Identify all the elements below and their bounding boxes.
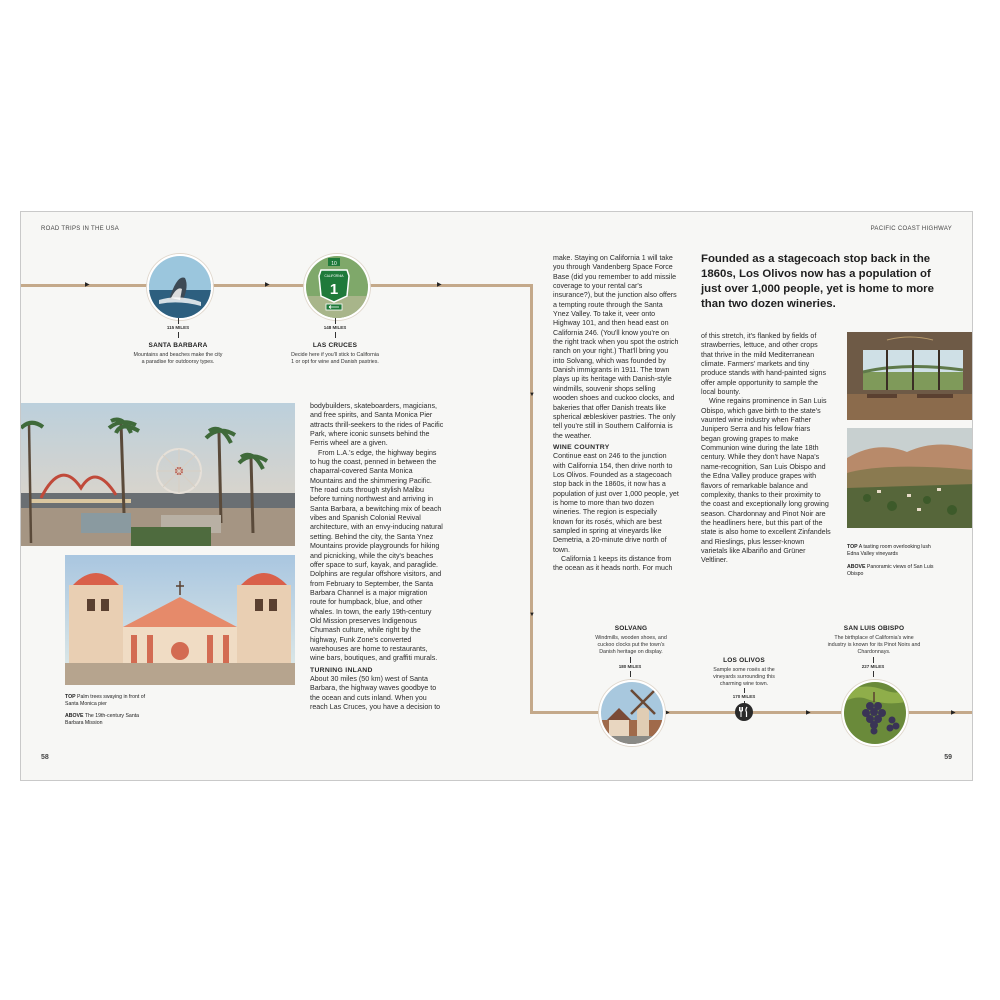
highway-sign-photo [304,254,370,320]
mile-tick [630,657,631,663]
body-column-1 [310,402,444,712]
subhead-wine-country: WINE COUNTRY [553,443,610,451]
whale-photo [147,254,213,320]
paragraph: of this stretch, it's flanked by fields of strawberries, lettuce, and other crops that thrive in the mild Mediterranean climate. Farmers' markets and tiny produce stands with hand-painted signs offer ample opportunity to sample the local bounty. [701,332,827,397]
running-header-left: ROAD TRIPS IN THE USA [41,226,120,232]
mile-tick [335,332,336,338]
route-arrow-icon: ▶ [437,282,442,288]
paragraph: Wine regains prominence in San Luis Obispo, which gave birth to the state's vaunted wine industry when Father Junipero Serra and his fellow friars began growing grapes to make Communion wine during the late 18th century. While they don't have Napa's name-recognition, San Luis Obispo and the Edna Valley produce grapes with flavors of remarkable balance and complexity, thanks to their proximity to the coast and exceptionally long growing season. Chardonnay and Pinot Noir are the headliners here, but this part of the state is also home to excellent Zinfandels and Rieslings, plus lesser-known varietals like Albariño and Grüner Veltliner. [701,397,831,565]
subhead-turning-inland: TURNING INLAND [310,666,373,674]
route-arrow-down-icon: ▼ [529,612,535,618]
stop-miles: 180 MILES [618,664,642,669]
page-number-left: 58 [41,754,49,761]
route-arrow-icon: ▶ [665,710,670,716]
stop-description: Mountains and beaches make the city a paradise for outdoorsy types. [133,352,223,365]
stop-miles: 148 MILES [323,325,347,330]
stop-description: Sample some rosés at the vineyards surrounding this charming wine town. [713,667,775,687]
route-line-top [21,284,532,287]
pull-quote: Founded as a stagecoach stop back in the 1860s, Los Olivos now has a population of just over 1,000 people, yet is home to more than two dozen wineries. [701,253,934,310]
route-arrow-down-icon: ▼ [529,392,535,398]
stop-name: SAN LUIS OBISPO [843,625,905,632]
body-column-3 [701,332,831,566]
route-arrow-icon: ▶ [806,710,811,716]
caption-above-left: ABOVE The 19th-century Santa Barbara Mission [65,713,140,726]
book-spread [20,211,973,781]
caption-top-right: TOP A tasting room overlooking lush Edna Valley vineyards [847,544,931,557]
mile-tick [873,671,874,677]
paragraph: bodybuilders, skateboarders, magicians, and free spirits, and Santa Monica Pier attracts thrill-seekers to the rides of Pacific Park, where iconic sunsets behind the Ferris wheel are a given. [310,402,444,448]
stop-name: SANTA BARBARA [148,342,208,349]
tasting-room-photo [847,332,973,420]
mile-tick [178,318,179,324]
stop-miles: 115 MILES [166,325,190,330]
stop-description: Decide here if you'll stick to California 1 or opt for wine and Danish pastries. [291,352,379,365]
paragraph: From L.A.'s edge, the highway begins to hug the coast, penned in between the chaparral-covered Santa Monica Mountains and the shimmering Pacific. The road cuts through stylish Malibu before turning northwest and arriving in Santa Barbara, a bewitching mix of beach vibes and Spanish Colonial Revival architecture, with an envy-inducing natural setting. Behind the city, the Santa Ynez Mountains provide playgrounds for hiking and picnicking, while the city's beaches offer space to surf, kayak, and paraglide. Dolphins are regular offshore visitors, and from February to September, the Santa Barbara Channel is a major migration route for humpback, blue, and other whales. In town, the early 19th-century Old Mission preserves Indigenous Chumash culture, while right by the highway, Funk Zone's converted warehouses are home to restaurants, wine bars, boutiques, and graffiti murals. [310,448,443,663]
san-luis-obispo-panorama-photo [847,428,973,528]
route-line-vertical [530,284,533,714]
stop-name: SOLVANG [614,625,648,632]
sign-number: 1 [329,281,339,298]
sign-route-small: 10 [331,261,337,267]
stop-miles: 170 MILES [732,694,756,699]
paragraph: make. Staying on California 1 will take you through Vandenberg Space Force Base (did you remember to add missile coverage to your rental car's insurance?), but the junction also offers a tempting route through the Santa Ynez Valley. To take it, veer onto Highway 101, and then head east on California 246. (You'll know you're on the right track when you spot the ostrich ranch on your right.) That'll bring you into Solvang, which was founded by Danish immigrants in 1911. The town plays up its heritage with Danish-style windmills, souvenir shops selling wooden shoes and cuckoo clocks, and bakeries that offer Danish treats like spherical æbleskiver pastries. The only tell you're still in Southern California is the weather. [553,254,679,440]
windmill-photo [599,680,665,746]
stop-name: LAS CRUCES [312,342,358,349]
caption-top-left: TOP Palm trees swaying in front of Santa Monica pier [65,694,146,707]
route-arrow-icon: ▶ [85,282,90,288]
santa-monica-pier-photo [21,403,295,546]
route-arrow-icon: ▶ [265,282,270,288]
stop-miles: 227 MILES [861,664,885,669]
running-header-right: PACIFIC COAST HIGHWAY [870,226,952,232]
grapes-photo [842,680,908,746]
caption-above-right: ABOVE Panoramic views of San Luis Obispo [847,564,934,577]
stop-name: LOS OLIVOS [723,657,765,664]
fork-knife-icon [735,703,753,721]
paragraph: Continue east on 246 to the junction with California 154, then drive north to Los Olivos. Founded as a stagecoach stop back in the 1860s, it now has a population of just over 1,000 people, yet is home to more than two dozen wineries. The region is especially known for its rosés, which are best sampled in spring at vineyards like Demetria, a 20-minute drive north of town. [553,452,679,554]
santa-barbara-mission-photo [65,555,295,685]
paragraph: California 1 keeps its distance from the ocean as it heads north. For much [553,555,673,573]
page-number-right: 59 [944,754,952,761]
mile-tick [630,671,631,677]
mile-tick [873,657,874,663]
stop-description: The birthplace of California's wine industry is known for its Pinot Noirs and Chardonnays. [827,635,921,655]
route-arrow-icon: ▶ [951,710,956,716]
mile-tick [744,688,745,693]
body-column-2 [553,254,679,574]
mile-tick [178,332,179,338]
stop-description: Windmills, wooden shoes, and cuckoo clocks put the town's Danish heritage on display. [595,635,667,655]
paragraph: About 30 miles (50 km) west of Santa Barbara, the highway waves goodbye to the ocean and cuts inland. When you reach Las Cruces, you have a decision to [310,674,441,711]
mile-tick [335,318,336,324]
sign-state: CALIFORNIA [324,274,344,278]
